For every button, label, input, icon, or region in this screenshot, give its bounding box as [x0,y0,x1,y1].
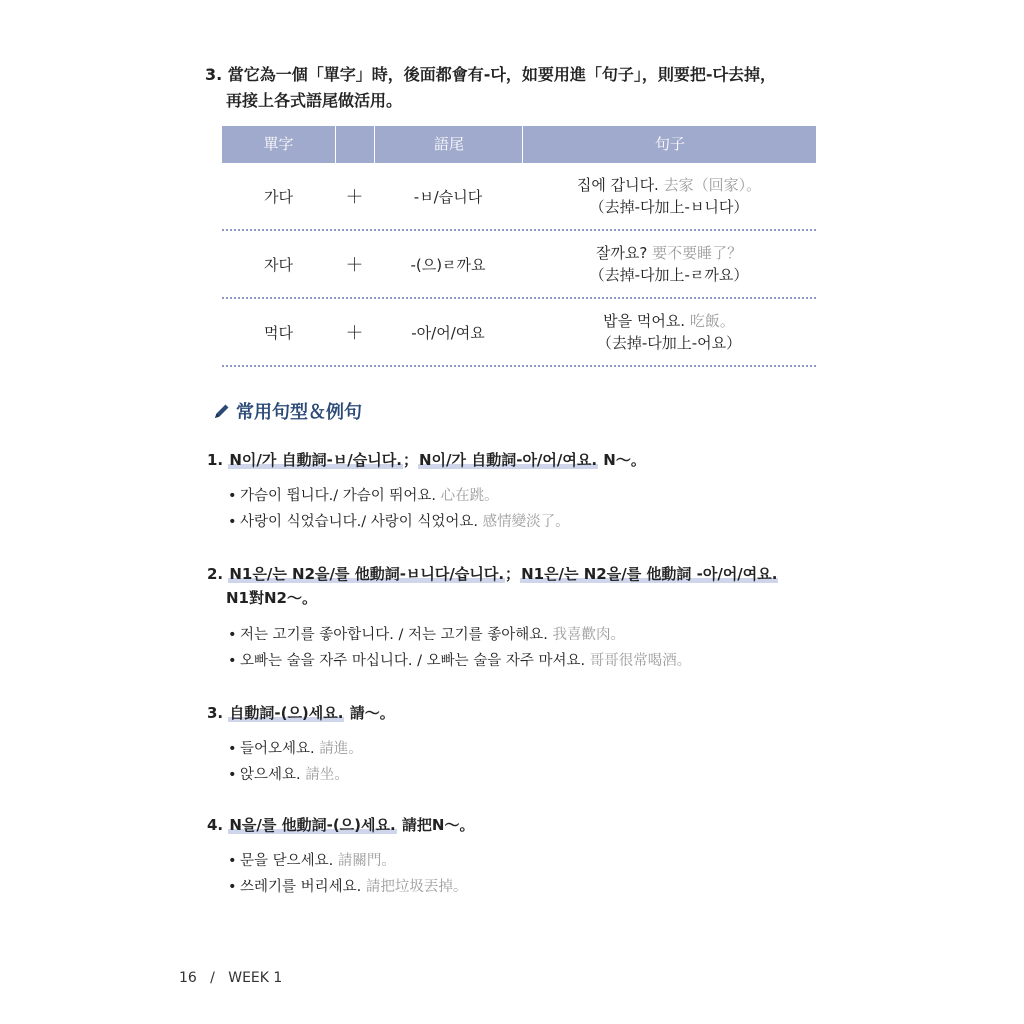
example-chinese: 請把垃圾丟掉。 [365,879,468,895]
pattern-formula: 自動詞-(으)세요. [229,704,344,722]
example-korean: 사랑이 식었습니다./ 사랑이 식었어요. [240,514,479,530]
section-title [212,398,362,424]
example-korean: 앉으세요. [240,767,301,783]
pattern-number: 4. [207,816,229,834]
sentence-korean: 밥을 먹어요. [603,312,686,330]
example-korean: 들어오세요. [240,741,315,757]
example-list [228,483,570,535]
pattern-formula: N을/를 他動詞-(으)세요. [229,816,396,834]
bullet-dot: • [228,853,237,869]
pattern-line-1 [207,813,827,837]
pattern-separator: ； [402,451,418,469]
header-word: 單字 [263,135,294,153]
bullet-dot: • [228,488,237,504]
bullet-dot: • [228,741,237,757]
list-item [228,483,570,509]
bullet-dot: • [228,767,237,783]
list-item [228,874,467,900]
pattern-heading [207,813,827,837]
cell-word: 가다 [264,187,293,206]
cell-word: 먹다 [264,323,293,342]
intro-line-2: 再接上各式語尾做活用。 [226,91,403,110]
example-chinese: 請進。 [319,741,363,757]
section-title-text: 常用句型＆例句 [236,402,362,423]
cell-ending: -(으)ㄹ까요 [410,255,486,274]
cell-plus: ＋ [345,187,364,208]
pattern-meaning: N1對N2～。 [226,589,317,607]
example-korean: 쓰레기를 버리세요. [240,879,362,895]
sentence-line [603,310,735,332]
conjugation-table [222,126,816,367]
example-korean: 문을 닫으세요. [240,853,334,869]
pattern-formula: N이/가 自動詞-ㅂ/습니다. [229,451,402,469]
sentence-chinese: 吃飯。 [689,312,735,330]
cell-ending: -아/어/여요 [411,323,485,342]
list-item [228,762,363,788]
page-footer: 16 / WEEK 1 [179,970,283,986]
list-item [228,622,691,648]
pattern-formula: N이/가 自動詞-아/어/여요. [418,451,598,469]
example-chinese: 感情變淡了。 [482,514,570,530]
cell-plus: ＋ [345,255,364,276]
example-list [228,848,467,900]
example-korean: 가슴이 뜁니다./ 가슴이 뛰어요. [240,488,437,504]
cell-ending: -ㅂ/습니다 [413,187,483,206]
pattern-line-1 [207,448,827,472]
cell-sentence [522,163,816,229]
cell-word: 자다 [264,255,293,274]
intro-paragraph [205,62,825,114]
pattern-number: 1. [207,451,229,469]
sentence-line [577,174,761,196]
pattern-meaning: N～。 [598,451,646,469]
sentence-korean: 집에 갑니다. [576,176,659,194]
cell-sentence [522,299,816,365]
example-list [228,622,691,674]
list-item [228,848,467,874]
example-chinese: 心在跳。 [440,488,499,504]
pattern-formula: N1은/는 N2을/를 他動詞 -아/어/여요. [521,565,778,583]
example-chinese: 我喜歡肉。 [552,627,625,643]
pattern-heading [207,701,827,725]
list-item [228,648,691,674]
list-item [228,736,363,762]
pattern-line-1 [207,562,827,586]
pattern-heading [207,448,827,472]
pattern-heading [207,562,827,610]
sentence-note: （去掉-다加上-ㄹ까요） [589,266,749,284]
table-header [222,126,816,163]
pencil-icon [212,401,232,421]
pattern-formula: N1은/는 N2을/를 他動詞-ㅂ니다/습니다. [229,565,505,583]
sentence-line [596,242,742,264]
bullet-dot: • [228,514,237,530]
list-item [228,509,570,535]
sentence-note: （去掉-다加上-ㅂ니다） [589,198,749,216]
bullet-dot: • [228,653,237,669]
pattern-number: 2. [207,565,229,583]
bullet-dot: • [228,879,237,895]
example-chinese: 哥哥很常喝酒。 [589,653,692,669]
example-list [228,736,363,788]
sentence-note: （去掉-다加上-어요） [596,334,742,352]
cell-sentence [522,231,816,297]
table-row [222,299,816,367]
pattern-number: 3. [207,704,229,722]
header-sentence: 句子 [522,126,817,163]
header-ending: 語尾 [374,126,523,163]
table-row [222,163,816,231]
sentence-chinese: 要不要睡了？ [652,244,743,262]
pattern-meaning: 請～。 [344,704,395,722]
table-row [222,231,816,299]
pattern-separator: ； [505,565,521,583]
intro-line-1: 3. 當它為一個「單字」時，後面都會有-다，如要用進「句子」，則要把-다去掉， [205,65,776,84]
pattern-line-2 [207,586,827,610]
example-chinese: 請關門。 [337,853,396,869]
header-plus [335,126,375,163]
pattern-line-1 [207,701,827,725]
example-chinese: 請坐。 [305,767,349,783]
example-korean: 저는 고기를 좋아합니다. / 저는 고기를 좋아해요. [240,627,548,643]
sentence-korean: 잘까요? [595,244,648,262]
bullet-dot: • [228,627,237,643]
sentence-chinese: 去家（回家）。 [663,176,762,194]
example-korean: 오빠는 술을 자주 마십니다. / 오빠는 술을 자주 마셔요. [240,653,586,669]
pattern-meaning: 請把N～。 [396,816,475,834]
cell-plus: ＋ [345,323,364,344]
